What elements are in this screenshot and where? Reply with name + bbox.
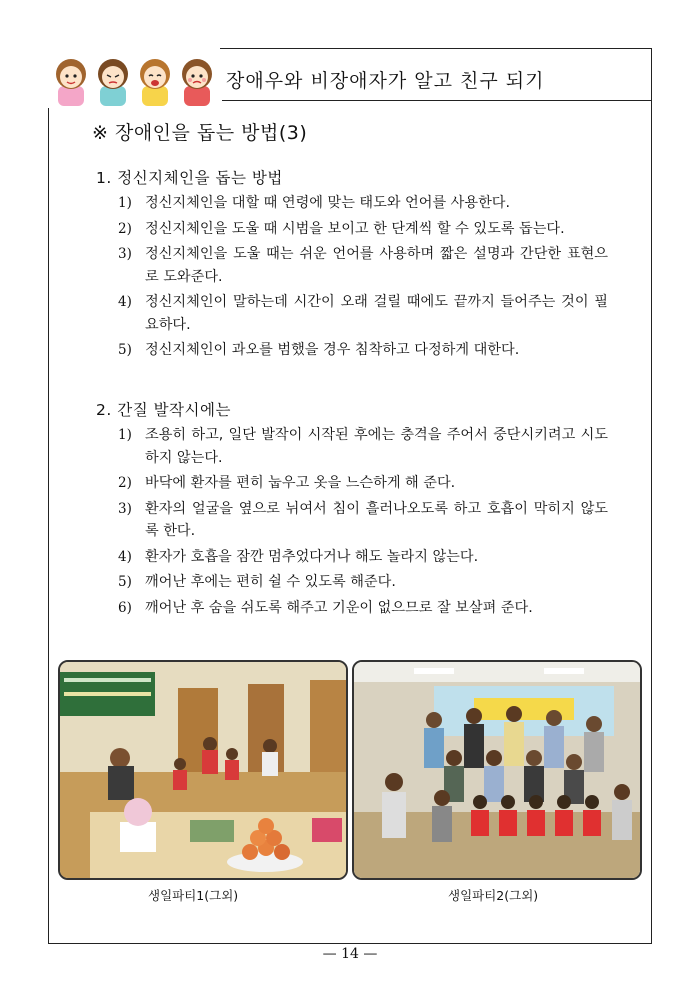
list-item: 2) 정신지체인을 도울 때 시범을 보이고 한 단계씩 할 수 있도록 돕는다. bbox=[118, 220, 565, 237]
kid-yellow-icon bbox=[140, 59, 170, 106]
part-1-heading: 1. 정신지체인을 돕는 방법 bbox=[96, 169, 283, 187]
list-item: 3) 정신지체인을 도울 때는 쉬운 언어를 사용하며 짧은 설명과 간단한 표현으로 도와준다. bbox=[118, 246, 608, 285]
list-item: 6) 깨어난 후 숨을 쉬도록 해주고 기운이 없으므로 잘 보살펴 준다. bbox=[118, 599, 533, 616]
birthday-party-photo-2 bbox=[352, 660, 642, 880]
list-item: 2) 바닥에 환자를 편히 눕우고 옷을 느슨하게 해 준다. bbox=[118, 475, 456, 491]
list-item: 4) 정신지체인이 말하는데 시간이 오래 걸릴 때에도 끝까지 들어주는 것이 필요하다. bbox=[118, 294, 608, 333]
party-room-image bbox=[60, 662, 346, 878]
cartoon-kids-illustration bbox=[52, 52, 224, 108]
part-2-list bbox=[118, 424, 608, 622]
header-title: 장애우와 비장애자가 알고 친구 되기 bbox=[226, 70, 545, 92]
kid-pink-icon bbox=[56, 59, 86, 106]
list-item: 5) 정신지체인이 과오를 범했을 경우 침착하고 다정하게 대한다. bbox=[118, 342, 520, 358]
photo-1-caption: 생일파티1(그외) bbox=[148, 888, 239, 903]
part-1-list bbox=[118, 192, 608, 365]
header-rule bbox=[222, 100, 652, 101]
section-title: ※ 장애인을 돕는 방법(3) bbox=[92, 122, 308, 144]
list-item: 1) 조용히 하고, 일단 발작이 시작된 후에는 충격을 주어서 중단시키려고 시도하지 않는다. bbox=[118, 427, 608, 466]
photo-2-caption: 생일파티2(그외) bbox=[448, 888, 539, 903]
list-item: 5) 깨어난 후에는 편히 쉴 수 있도록 해준다. bbox=[118, 574, 396, 590]
birthday-party-photo-1 bbox=[58, 660, 348, 880]
part-2-heading: 2. 간질 발작시에는 bbox=[96, 401, 231, 419]
kid-red-icon bbox=[182, 59, 212, 106]
kid-teal-icon bbox=[98, 59, 128, 106]
page-number: — 14 — bbox=[322, 946, 378, 962]
group-photo-image bbox=[354, 662, 640, 878]
list-item: 4) 환자가 호흡을 잠깐 멈추었다거나 해도 놀라지 않는다. bbox=[118, 548, 479, 565]
list-item: 3) 환자의 얼굴을 옆으로 뉘여서 침이 흘러나오도록 하고 호흡이 막히지 않도록 한다. bbox=[118, 500, 608, 539]
list-item: 1) 정신지체인을 대할 때 연령에 맞는 태도와 언어를 사용한다. bbox=[118, 195, 511, 211]
